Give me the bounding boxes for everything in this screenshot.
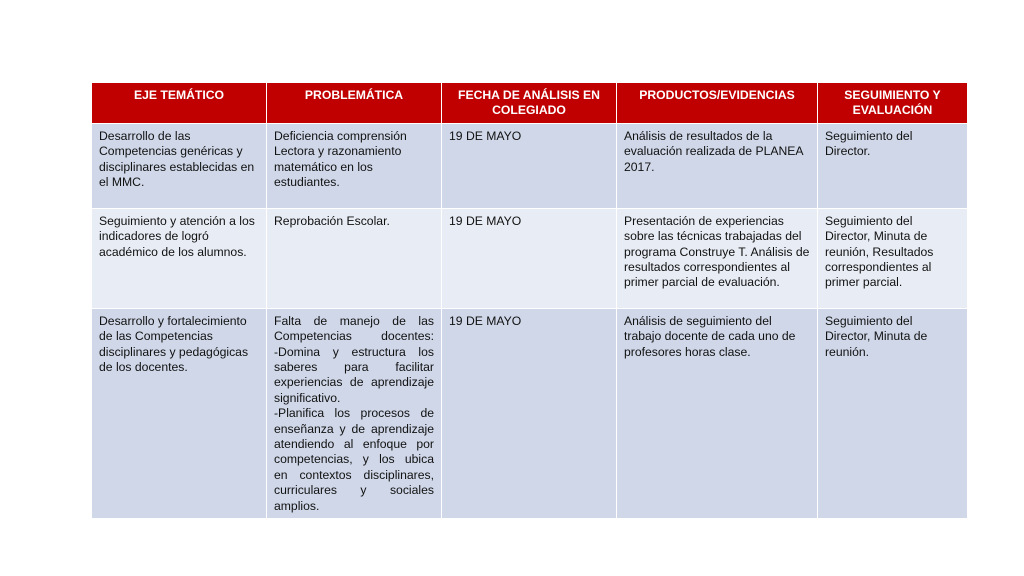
header-fecha-analisis: FECHA DE ANÁLISIS EN COLEGIADO <box>442 83 617 124</box>
table-row <box>92 308 968 518</box>
problematica-line: saberes para facilitar <box>274 360 434 375</box>
cell-problematica: Deficiencia comprensión Lectora y razonamiento matemático en los estudiantes. <box>267 123 442 208</box>
problematica-line: Falta de manejo de las <box>274 313 434 328</box>
cell-eje: Desarrollo de las Competencias genéricas y disciplinares establecidas en el MMC. <box>92 123 267 208</box>
cell-seguimiento: Seguimiento del Director. <box>818 123 968 208</box>
problematica-line: competencias, y los ubica <box>274 452 434 467</box>
table-row <box>92 123 968 208</box>
problematica-line: curriculares y sociales <box>274 483 434 498</box>
problematica-line: -Planifica los procesos de <box>274 406 434 421</box>
cell-fecha: 19 DE MAYO <box>442 123 617 208</box>
problematica-line: experiencias de aprendizaje <box>274 375 434 390</box>
problematica-line: -Domina y estructura los <box>274 344 434 359</box>
problematica-line: Competencias docentes: <box>274 329 434 344</box>
cell-productos: Análisis de resultados de la evaluación realizada de PLANEA 2017. <box>617 123 818 208</box>
table-row <box>92 208 968 308</box>
cell-fecha: 19 DE MAYO <box>442 308 617 518</box>
cell-fecha: 19 DE MAYO <box>442 208 617 308</box>
header-eje-tematico: EJE TEMÁTICO <box>92 83 267 124</box>
header-productos-evidencias: PRODUCTOS/EVIDENCIAS <box>617 83 818 124</box>
planning-table <box>91 82 968 519</box>
cell-eje: Seguimiento y atención a los indicadores de logró académico de los alumnos. <box>92 208 267 308</box>
problematica-line: significativo. <box>274 390 341 405</box>
table-header-row <box>92 83 968 124</box>
cell-productos: Presentación de experiencias sobre las técnicas trabajadas del programa Construye T. Análisis de resultados correspondientes al primer parcial de evaluación. <box>617 208 818 308</box>
cell-seguimiento: Seguimiento del Director, Minuta de reunión, Resultados correspondientes al primer parcial. <box>818 208 968 308</box>
problematica-line: amplios. <box>274 498 320 513</box>
cell-problematica: Reprobación Escolar. <box>267 208 442 308</box>
problematica-line: en contextos disciplinares, <box>274 467 434 482</box>
cell-seguimiento: Seguimiento del Director, Minuta de reunión. <box>818 308 968 518</box>
problematica-line: atendiendo al enfoque por <box>274 437 434 452</box>
cell-productos: Análisis de seguimiento del trabajo docente de cada uno de profesores horas clase. <box>617 308 818 518</box>
header-problematica: PROBLEMÁTICA <box>267 83 442 124</box>
header-seguimiento-evaluacion: SEGUIMIENTO Y EVALUACIÓN <box>818 83 968 124</box>
problematica-line: enseñanza y de aprendizaje <box>274 421 434 436</box>
cell-eje: Desarrollo y fortalecimiento de las Competencias disciplinares y pedagógicas de los docentes. <box>92 308 267 518</box>
cell-problematica <box>267 308 442 518</box>
